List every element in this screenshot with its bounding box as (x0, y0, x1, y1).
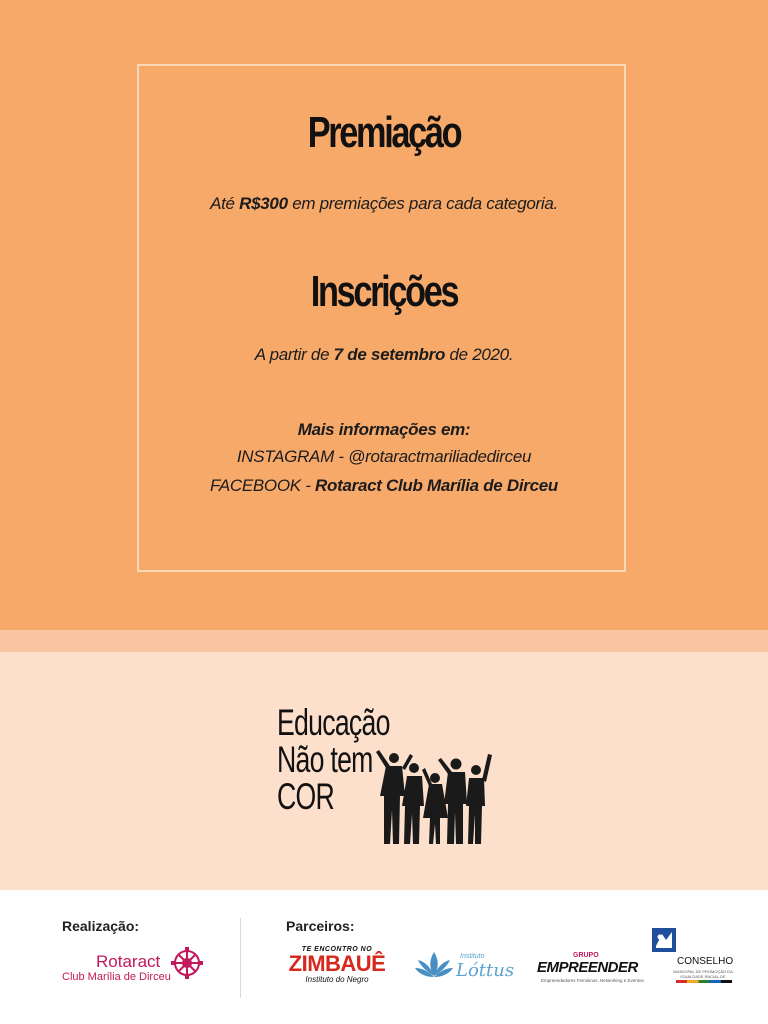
conselho-emblem-icon (652, 928, 676, 952)
campaign-line-1: Educação (277, 702, 390, 743)
conselho-color-bar (676, 980, 732, 983)
footer-divider (240, 918, 241, 998)
premiacao-title: Premiação (307, 108, 461, 157)
lotus-flower-icon (414, 950, 454, 980)
realizacao-label: Realização: (62, 918, 140, 934)
empreender-grupo: GRUPO (573, 952, 599, 959)
lottus-name: Lóttus (456, 960, 515, 981)
zimbaue-tagline: TE ENCONTRO NO (301, 946, 373, 953)
lottus-small-label: Instituto (460, 953, 485, 960)
conselho-name: CONSELHO (677, 956, 734, 967)
zimbaue-sub: Instituto do Negro (305, 975, 369, 984)
instagram-line: INSTAGRAM - @rotaractmariliadedirceu (236, 447, 532, 466)
conselho-sub: MUNICIPAL DE PROMOÇÃO DA IGUALDADE RACIAL DE (673, 969, 733, 979)
empreender-sub: Empreendedores Femininos, Networking e Eventos (541, 978, 644, 983)
rotary-wheel-icon (171, 947, 203, 979)
parceiros-label: Parceiros: (286, 918, 355, 934)
inscricoes-line: A partir de 7 de setembro de 2020. (254, 345, 514, 364)
facebook-line: FACEBOOK - Rotaract Club Marília de Dirceu (210, 476, 558, 495)
zimbaue-logo (286, 946, 388, 992)
empreender-name: EMPREENDER (537, 959, 638, 976)
rotaract-logo-name: Rotaract (96, 952, 161, 971)
rotaract-logo-sub: Club Marília de Dirceu (62, 971, 171, 983)
separator-band (0, 630, 768, 652)
inscricoes-title: Inscrições (310, 267, 458, 316)
info-heading: Mais informações em: (297, 420, 471, 439)
premiacao-line: Até R$300 em premiações para cada categoria. (210, 194, 558, 213)
zimbaue-name: ZIMBAUÊ (288, 951, 386, 976)
campaign-line-2: Não tem (277, 739, 373, 780)
campaign-line-3: COR (277, 776, 335, 817)
people-silhouette-icon (372, 748, 496, 846)
